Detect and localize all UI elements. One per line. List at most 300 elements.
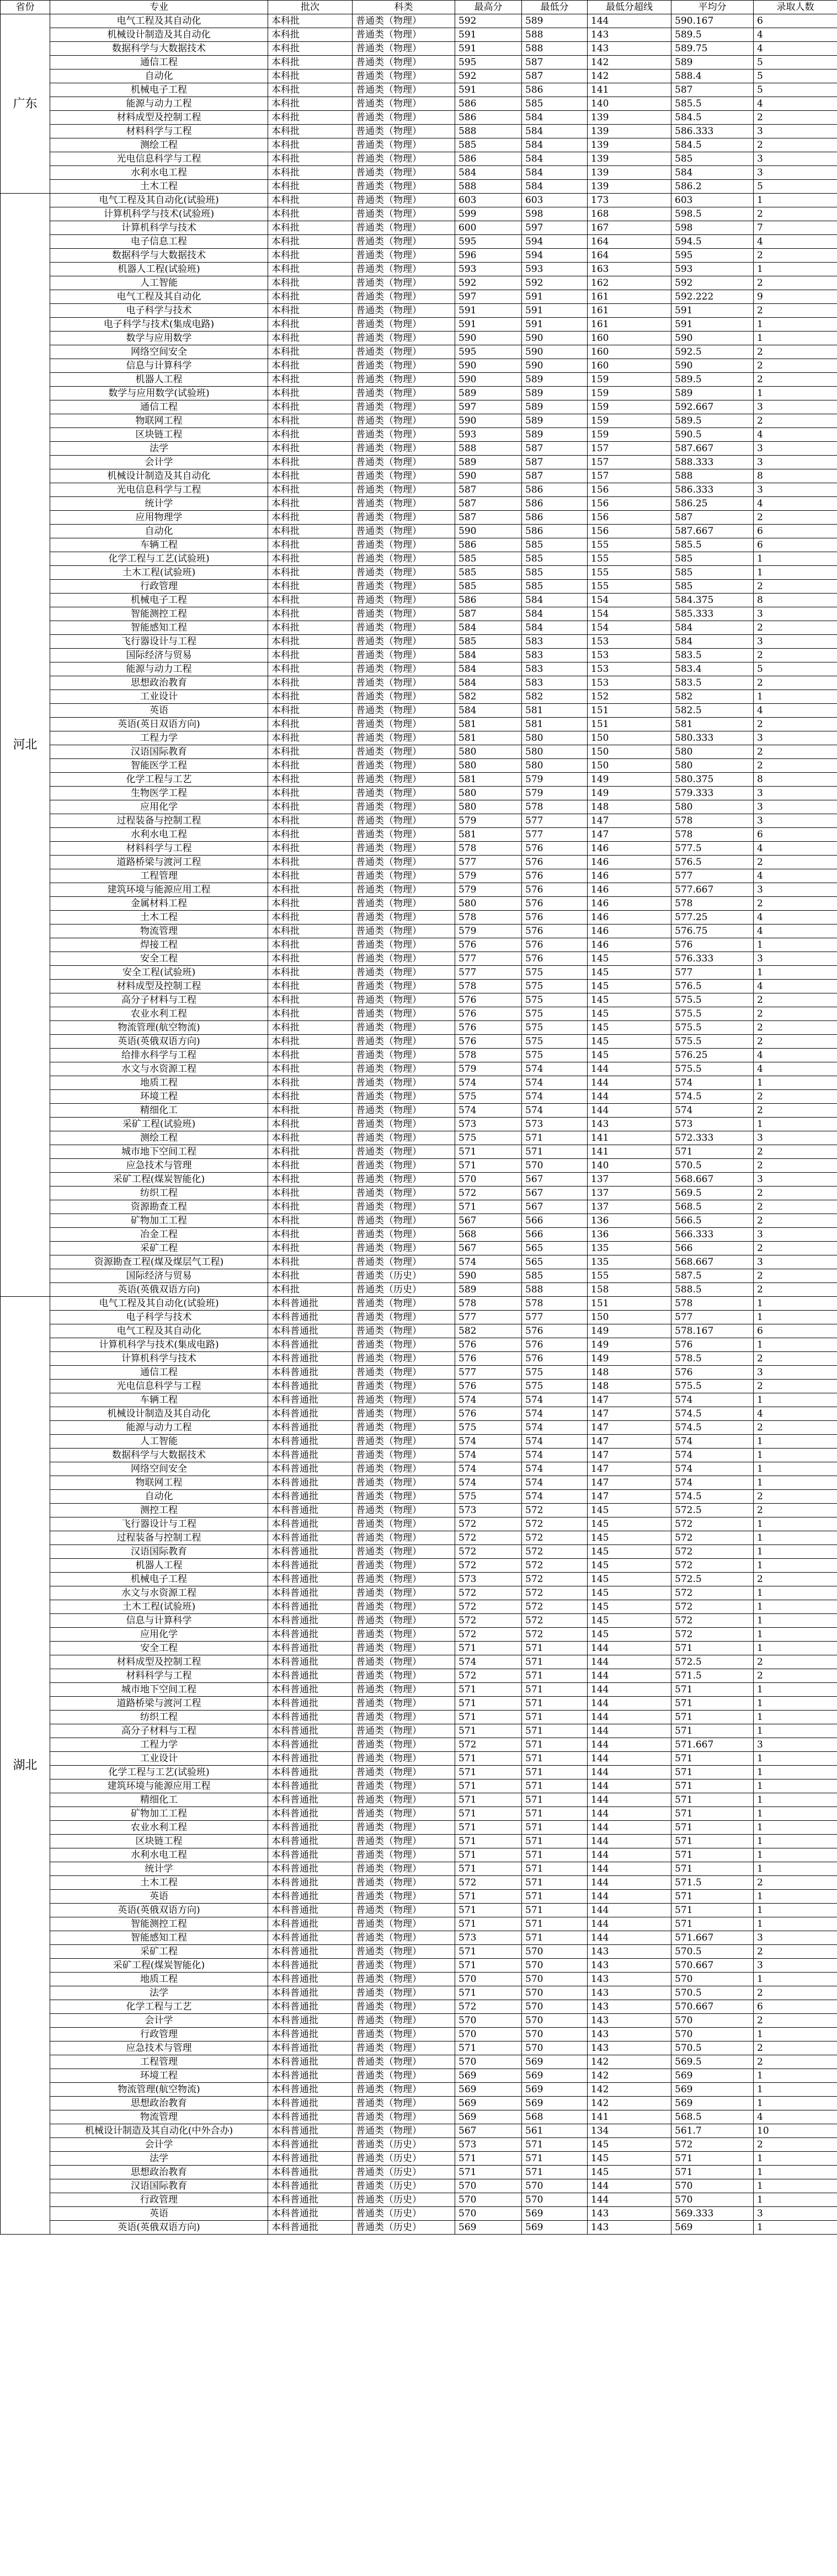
min-score-cell: 590 (522, 332, 588, 345)
batch-cell: 本科普通批 (268, 2193, 353, 2207)
category-cell: 普通类（物理） (353, 207, 455, 221)
batch-cell: 本科批 (268, 456, 353, 469)
max-score-cell: 571 (455, 1683, 522, 1697)
admitted-count-cell: 6 (754, 14, 837, 28)
table-row (1, 1669, 837, 1683)
min-over-line-cell: 149 (588, 787, 671, 800)
avg-score-cell: 576 (671, 1366, 754, 1380)
major-cell: 地质工程 (50, 1973, 268, 1986)
min-score-cell: 597 (522, 221, 588, 235)
table-row (1, 1490, 837, 1504)
major-cell: 会计学 (50, 2014, 268, 2028)
min-score-cell: 569 (522, 2055, 588, 2069)
admitted-count-cell: 3 (754, 731, 837, 745)
min-over-line-cell: 147 (588, 828, 671, 842)
table-row (1, 111, 837, 125)
admitted-count-cell: 3 (754, 883, 837, 897)
admitted-count-cell: 1 (754, 1462, 837, 1476)
admitted-count-cell: 3 (754, 1959, 837, 1973)
admitted-count-cell: 1 (754, 938, 837, 952)
avg-score-cell: 586.333 (671, 125, 754, 138)
min-over-line-cell: 173 (588, 194, 671, 207)
category-cell: 普通类（物理） (353, 1655, 455, 1669)
min-score-cell: 585 (522, 566, 588, 580)
category-cell: 普通类（物理） (353, 2083, 455, 2097)
category-cell: 普通类（物理） (353, 1517, 455, 1531)
min-score-cell: 576 (522, 938, 588, 952)
major-cell: 水利水电工程 (50, 828, 268, 842)
max-score-cell: 569 (455, 2221, 522, 2235)
batch-cell: 本科批 (268, 1269, 353, 1283)
max-score-cell: 578 (455, 1297, 522, 1311)
avg-score-cell: 569.5 (671, 2055, 754, 2069)
min-over-line-cell: 145 (588, 2166, 671, 2179)
table-row (1, 1200, 837, 1214)
major-cell: 智能测控工程 (50, 607, 268, 621)
min-score-cell: 570 (522, 2028, 588, 2041)
category-cell: 普通类（物理） (353, 221, 455, 235)
max-score-cell: 577 (455, 1311, 522, 1324)
major-cell: 机器人工程 (50, 373, 268, 387)
max-score-cell: 599 (455, 207, 522, 221)
min-score-cell: 572 (522, 1573, 588, 1586)
max-score-cell: 591 (455, 318, 522, 332)
batch-cell: 本科批 (268, 566, 353, 580)
category-cell: 普通类（物理） (353, 2097, 455, 2110)
table-row (1, 56, 837, 70)
table-row (1, 594, 837, 607)
major-cell: 光电信息科学与工程 (50, 1380, 268, 1393)
batch-cell: 本科批 (268, 42, 353, 56)
admitted-count-cell: 1 (754, 1697, 837, 1711)
category-cell: 普通类（物理） (353, 1724, 455, 1738)
category-cell: 普通类（物理） (353, 1545, 455, 1559)
min-over-line-cell: 153 (588, 662, 671, 676)
table-row (1, 2000, 837, 2014)
max-score-cell: 579 (455, 1062, 522, 1076)
table-row (1, 1655, 837, 1669)
category-cell: 普通类（物理） (353, 580, 455, 594)
major-cell: 数据科学与大数据技术 (50, 249, 268, 263)
min-over-line-cell: 159 (588, 373, 671, 387)
avg-score-cell: 586.333 (671, 483, 754, 497)
min-score-cell: 565 (522, 1242, 588, 1255)
admitted-count-cell: 1 (754, 1848, 837, 1862)
avg-score-cell: 572.5 (671, 1504, 754, 1517)
admitted-count-cell: 2 (754, 759, 837, 773)
avg-score-cell: 585.5 (671, 538, 754, 552)
admitted-count-cell: 2 (754, 1021, 837, 1035)
min-over-line-cell: 144 (588, 1711, 671, 1724)
header-province: 省份 (1, 1, 50, 14)
category-cell: 普通类（物理） (353, 1835, 455, 1848)
major-cell: 精细化工 (50, 1793, 268, 1807)
min-over-line-cell: 144 (588, 1779, 671, 1793)
major-cell: 通信工程 (50, 1366, 268, 1380)
min-over-line-cell: 144 (588, 1076, 671, 1090)
min-over-line-cell: 143 (588, 1118, 671, 1131)
batch-cell: 本科批 (268, 28, 353, 42)
admitted-count-cell: 1 (754, 2069, 837, 2083)
min-score-cell: 571 (522, 1655, 588, 1669)
avg-score-cell: 574 (671, 1476, 754, 1490)
batch-cell: 本科批 (268, 731, 353, 745)
table-row (1, 525, 837, 538)
min-score-cell: 571 (522, 1793, 588, 1807)
major-cell: 汉语国际教育 (50, 2179, 268, 2193)
admitted-count-cell: 3 (754, 607, 837, 621)
avg-score-cell: 587.667 (671, 442, 754, 456)
admitted-count-cell: 2 (754, 1187, 837, 1200)
avg-score-cell: 569.333 (671, 2207, 754, 2221)
admitted-count-cell: 1 (754, 1835, 837, 1848)
table-row (1, 883, 837, 897)
batch-cell: 本科批 (268, 690, 353, 704)
admitted-count-cell: 1 (754, 1724, 837, 1738)
major-cell: 应急技术与管理 (50, 1159, 268, 1173)
avg-score-cell: 569 (671, 2221, 754, 2235)
min-over-line-cell: 155 (588, 1269, 671, 1283)
major-cell: 车辆工程 (50, 538, 268, 552)
batch-cell: 本科批 (268, 649, 353, 662)
max-score-cell: 571 (455, 1904, 522, 1917)
batch-cell: 本科批 (268, 318, 353, 332)
table-row (1, 2069, 837, 2083)
batch-cell: 本科普通批 (268, 1931, 353, 1945)
major-cell: 焊接工程 (50, 938, 268, 952)
max-score-cell: 571 (455, 1766, 522, 1779)
category-cell: 普通类（物理） (353, 1462, 455, 1476)
table-row (1, 911, 837, 924)
batch-cell: 本科普通批 (268, 2069, 353, 2083)
admitted-count-cell: 1 (754, 194, 837, 207)
major-cell: 物流管理 (50, 924, 268, 938)
min-score-cell: 584 (522, 111, 588, 125)
max-score-cell: 584 (455, 662, 522, 676)
avg-score-cell: 570 (671, 1973, 754, 1986)
min-score-cell: 572 (522, 1531, 588, 1545)
avg-score-cell: 584 (671, 621, 754, 635)
max-score-cell: 571 (455, 1697, 522, 1711)
table-row (1, 1380, 837, 1393)
table-row (1, 1131, 837, 1145)
admitted-count-cell: 1 (754, 1904, 837, 1917)
avg-score-cell: 572 (671, 2138, 754, 2152)
max-score-cell: 571 (455, 1890, 522, 1904)
category-cell: 普通类（物理） (353, 345, 455, 359)
admitted-count-cell: 1 (754, 1297, 837, 1311)
major-cell: 水文与水资源工程 (50, 1062, 268, 1076)
category-cell: 普通类（物理） (353, 387, 455, 400)
min-score-cell: 583 (522, 635, 588, 649)
category-cell: 普通类（物理） (353, 1021, 455, 1035)
batch-cell: 本科批 (268, 1118, 353, 1131)
min-score-cell: 588 (522, 28, 588, 42)
max-score-cell: 590 (455, 373, 522, 387)
min-score-cell: 584 (522, 607, 588, 621)
avg-score-cell: 571 (671, 1697, 754, 1711)
min-over-line-cell: 145 (588, 1517, 671, 1531)
table-row (1, 263, 837, 276)
min-score-cell: 591 (522, 318, 588, 332)
min-score-cell: 574 (522, 1449, 588, 1462)
batch-cell: 本科批 (268, 525, 353, 538)
batch-cell: 本科普通批 (268, 1407, 353, 1421)
major-cell: 土木工程(试验班) (50, 1600, 268, 1614)
table-row (1, 469, 837, 483)
avg-score-cell: 598 (671, 221, 754, 235)
max-score-cell: 567 (455, 1242, 522, 1255)
min-over-line-cell: 144 (588, 2179, 671, 2193)
batch-cell: 本科普通批 (268, 1986, 353, 2000)
admitted-count-cell: 1 (754, 1311, 837, 1324)
min-over-line-cell: 153 (588, 635, 671, 649)
category-cell: 普通类（物理） (353, 1642, 455, 1655)
batch-cell: 本科普通批 (268, 2221, 353, 2235)
admitted-count-cell: 5 (754, 83, 837, 97)
min-over-line-cell: 147 (588, 1462, 671, 1476)
admitted-count-cell: 1 (754, 1973, 837, 1986)
admitted-count-cell: 7 (754, 221, 837, 235)
avg-score-cell: 590 (671, 359, 754, 373)
category-cell: 普通类（物理） (353, 607, 455, 621)
category-cell: 普通类（物理） (353, 525, 455, 538)
avg-score-cell: 585.5 (671, 97, 754, 111)
table-row (1, 125, 837, 138)
max-score-cell: 576 (455, 1338, 522, 1352)
batch-cell: 本科普通批 (268, 2083, 353, 2097)
category-cell: 普通类（物理） (353, 1559, 455, 1573)
min-score-cell: 576 (522, 952, 588, 966)
avg-score-cell: 574.5 (671, 1090, 754, 1104)
admitted-count-cell: 1 (754, 1752, 837, 1766)
max-score-cell: 576 (455, 1352, 522, 1366)
min-score-cell: 585 (522, 580, 588, 594)
major-cell: 飞行器设计与工程 (50, 635, 268, 649)
min-score-cell: 586 (522, 497, 588, 511)
min-over-line-cell: 144 (588, 1876, 671, 1890)
avg-score-cell: 561.7 (671, 2124, 754, 2138)
min-score-cell: 572 (522, 1545, 588, 1559)
max-score-cell: 589 (455, 1283, 522, 1297)
min-score-cell: 576 (522, 924, 588, 938)
table-row (1, 662, 837, 676)
avg-score-cell: 595 (671, 249, 754, 263)
min-over-line-cell: 145 (588, 1035, 671, 1049)
category-cell: 普通类（物理） (353, 1311, 455, 1324)
min-over-line-cell: 147 (588, 1435, 671, 1449)
category-cell: 普通类（物理） (353, 718, 455, 731)
table-row (1, 690, 837, 704)
batch-cell: 本科批 (268, 1173, 353, 1187)
min-score-cell: 576 (522, 1352, 588, 1366)
batch-cell: 本科批 (268, 111, 353, 125)
admitted-count-cell: 2 (754, 1876, 837, 1890)
min-over-line-cell: 142 (588, 56, 671, 70)
table-row (1, 828, 837, 842)
major-cell: 工程力学 (50, 1738, 268, 1752)
table-row (1, 1311, 837, 1324)
avg-score-cell: 588.333 (671, 456, 754, 469)
avg-score-cell: 584.5 (671, 111, 754, 125)
avg-score-cell: 575.5 (671, 993, 754, 1007)
category-cell: 普通类（物理） (353, 304, 455, 318)
max-score-cell: 572 (455, 1545, 522, 1559)
avg-score-cell: 576.5 (671, 856, 754, 869)
category-cell: 普通类（物理） (353, 1035, 455, 1049)
min-score-cell: 568 (522, 2110, 588, 2124)
max-score-cell: 576 (455, 1021, 522, 1035)
max-score-cell: 570 (455, 1973, 522, 1986)
max-score-cell: 585 (455, 552, 522, 566)
major-cell: 建筑环境与能源应用工程 (50, 1779, 268, 1793)
major-cell: 机器人工程(试验班) (50, 263, 268, 276)
category-cell: 普通类（物理） (353, 263, 455, 276)
avg-score-cell: 574 (671, 1462, 754, 1476)
major-cell: 数学与应用数学(试验班) (50, 387, 268, 400)
table-row (1, 1407, 837, 1421)
major-cell: 工业设计 (50, 1752, 268, 1766)
avg-score-cell: 569.5 (671, 1187, 754, 1200)
admitted-count-cell: 6 (754, 525, 837, 538)
header-batch: 批次 (268, 1, 353, 14)
min-over-line-cell: 156 (588, 511, 671, 525)
min-over-line-cell: 160 (588, 345, 671, 359)
min-score-cell: 584 (522, 152, 588, 166)
table-row (1, 1090, 837, 1104)
min-over-line-cell: 145 (588, 1586, 671, 1600)
avg-score-cell: 578 (671, 828, 754, 842)
min-score-cell: 574 (522, 1407, 588, 1421)
table-row (1, 1297, 837, 1311)
admitted-count-cell: 3 (754, 952, 837, 966)
min-score-cell: 572 (522, 1517, 588, 1531)
batch-cell: 本科普通批 (268, 2000, 353, 2014)
avg-score-cell: 582 (671, 690, 754, 704)
max-score-cell: 585 (455, 138, 522, 152)
table-row (1, 1228, 837, 1242)
category-cell: 普通类（物理） (353, 166, 455, 180)
min-over-line-cell: 146 (588, 924, 671, 938)
min-score-cell: 567 (522, 1200, 588, 1214)
table-row (1, 1807, 837, 1821)
min-over-line-cell: 145 (588, 966, 671, 980)
admitted-count-cell: 1 (754, 1683, 837, 1697)
table-row (1, 1462, 837, 1476)
max-score-cell: 572 (455, 1517, 522, 1531)
category-cell: 普通类（物理） (353, 1669, 455, 1683)
max-score-cell: 585 (455, 580, 522, 594)
table-row (1, 1904, 837, 1917)
batch-cell: 本科批 (268, 1214, 353, 1228)
category-cell: 普通类（物理） (353, 1876, 455, 1890)
table-row (1, 731, 837, 745)
batch-cell: 本科批 (268, 469, 353, 483)
batch-cell: 本科批 (268, 83, 353, 97)
min-score-cell: 584 (522, 621, 588, 635)
max-score-cell: 580 (455, 759, 522, 773)
min-score-cell: 575 (522, 1366, 588, 1380)
category-cell: 普通类（物理） (353, 180, 455, 194)
table-row (1, 1035, 837, 1049)
major-cell: 自动化 (50, 1490, 268, 1504)
min-over-line-cell: 141 (588, 1131, 671, 1145)
min-over-line-cell: 144 (588, 1807, 671, 1821)
category-cell: 普通类（物理） (353, 621, 455, 635)
min-score-cell: 586 (522, 511, 588, 525)
batch-cell: 本科批 (268, 676, 353, 690)
major-cell: 机械设计制造及其自动化 (50, 1407, 268, 1421)
min-score-cell: 584 (522, 166, 588, 180)
avg-score-cell: 571 (671, 1793, 754, 1807)
avg-score-cell: 590.167 (671, 14, 754, 28)
min-over-line-cell: 145 (588, 1531, 671, 1545)
batch-cell: 本科普通批 (268, 1531, 353, 1545)
batch-cell: 本科普通批 (268, 1821, 353, 1835)
min-score-cell: 575 (522, 1007, 588, 1021)
min-score-cell: 579 (522, 773, 588, 787)
avg-score-cell: 572.5 (671, 1573, 754, 1586)
table-row (1, 676, 837, 690)
max-score-cell: 571 (455, 1848, 522, 1862)
header-min-over-line: 最低分超线 (588, 1, 671, 14)
max-score-cell: 578 (455, 842, 522, 856)
major-cell: 道路桥梁与渡河工程 (50, 856, 268, 869)
category-cell: 普通类（物理） (353, 1421, 455, 1435)
admitted-count-cell: 2 (754, 1104, 837, 1118)
category-cell: 普通类（物理） (353, 1531, 455, 1545)
batch-cell: 本科批 (268, 138, 353, 152)
major-cell: 城市地下空间工程 (50, 1683, 268, 1697)
major-cell: 行政管理 (50, 2193, 268, 2207)
max-score-cell: 582 (455, 690, 522, 704)
table-row (1, 718, 837, 731)
table-row (1, 980, 837, 993)
major-cell: 工程管理 (50, 2055, 268, 2069)
category-cell: 普通类（物理） (353, 28, 455, 42)
major-cell: 飞行器设计与工程 (50, 1517, 268, 1531)
batch-cell: 本科普通批 (268, 2179, 353, 2193)
batch-cell: 本科普通批 (268, 2166, 353, 2179)
batch-cell: 本科普通批 (268, 2055, 353, 2069)
major-cell: 数据科学与大数据技术 (50, 1449, 268, 1462)
admitted-count-cell: 2 (754, 856, 837, 869)
admitted-count-cell: 2 (754, 1986, 837, 2000)
max-score-cell: 572 (455, 1586, 522, 1600)
max-score-cell: 591 (455, 28, 522, 42)
batch-cell: 本科批 (268, 842, 353, 856)
min-score-cell: 565 (522, 1255, 588, 1269)
max-score-cell: 580 (455, 745, 522, 759)
avg-score-cell: 585.333 (671, 607, 754, 621)
max-score-cell: 585 (455, 635, 522, 649)
min-over-line-cell: 136 (588, 1228, 671, 1242)
batch-cell: 本科批 (268, 1187, 353, 1200)
min-over-line-cell: 144 (588, 1090, 671, 1104)
major-cell: 纺织工程 (50, 1711, 268, 1724)
major-cell: 会计学 (50, 456, 268, 469)
table-row (1, 2138, 837, 2152)
table-row (1, 1752, 837, 1766)
table-row (1, 814, 837, 828)
table-row (1, 566, 837, 580)
table-row (1, 345, 837, 359)
admitted-count-cell: 1 (754, 2221, 837, 2235)
max-score-cell: 588 (455, 180, 522, 194)
min-score-cell: 580 (522, 745, 588, 759)
category-cell: 普通类（物理） (353, 897, 455, 911)
major-cell: 法学 (50, 2152, 268, 2166)
